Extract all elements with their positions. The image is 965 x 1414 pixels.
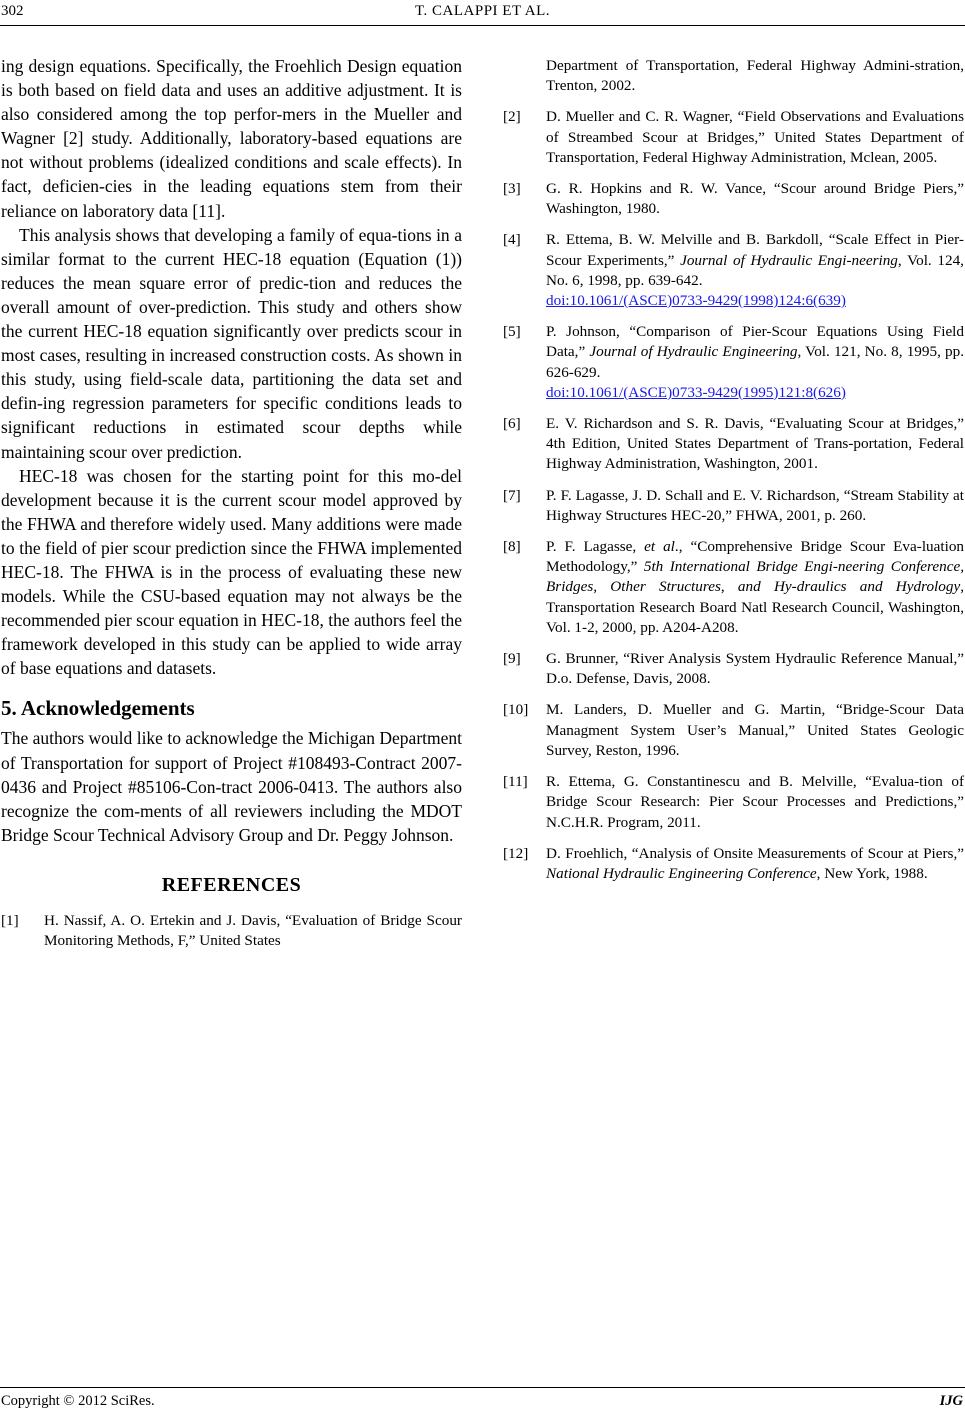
conference-name: National Hydraulic Engineering Conference (546, 864, 817, 882)
reference-item (503, 230, 964, 311)
reference-item (503, 844, 964, 884)
reference-item (503, 772, 964, 833)
reference-text: ., “Comprehensive Bridge Scour Eva-luation Methodology,” (546, 538, 965, 576)
body-paragraph: ing design equations. Specifically, the Froehlich Design equation is both based on field data and uses an additive adjustment. It is also considered among the top perfor-mers in the Mueller and Wagner [2] study. Additionally, laboratory-based equations are not without problems (idealized conditions and scale effects). In fact, deficien-cies in the leading equations stem from their reliance on laboratory data [11]. (1, 56, 462, 221)
reference-text: D. Mueller and C. R. Wagner, “Field Observations and Evaluations of Streambed Scour at Bridges,” United States Department of Transportation, Federal Highway Administration, Mclean, 2005. (546, 108, 964, 166)
reference-number: [8] (503, 538, 521, 556)
acknowledgements-text: The authors would like to acknowledge the Michigan Department of Transportation for support of Project #108493-Contract 2007-0436 and Project #85106-Con-tract 2006-0413. The authors also recognize the com-ments of all reviewers including the MDOT Bridge Scour Technical Advisory Group and Dr. Peggy Johnson. (1, 728, 462, 845)
reference-text: , Vol. 121, No. 8, 1995, pp. 626-629. (546, 343, 965, 381)
running-head: T. CALAPPI ET AL. (414, 3, 551, 19)
reference-item (503, 537, 964, 638)
reference-item (503, 322, 964, 403)
reference-item (503, 700, 964, 761)
reference-item (503, 486, 964, 526)
reference-number: [2] (503, 108, 521, 126)
page-number: 302 (1, 3, 24, 19)
reference-number: [7] (503, 486, 521, 504)
reference-text: Department of Transportation, Federal Highway Admini-stration, Trenton, 2002. (546, 57, 964, 95)
reference-text: , Transportation Research Board Natl Research Council, Washington, Vol. 1-2, 2000, pp. A204-A208. (546, 578, 964, 636)
reference-number: [6] (503, 415, 521, 433)
reference-item (503, 179, 964, 219)
et-al: et al (644, 538, 675, 556)
reference-number: [4] (503, 231, 521, 249)
reference-number: [11] (503, 773, 528, 791)
doi-link[interactable]: doi:10.1061/(ASCE)0733-9429(1995)121:8(626) (546, 383, 846, 401)
page-header (0, 3, 965, 25)
left-column (1, 54, 462, 962)
copyright-notice: Copyright © 2012 SciRes. (1, 1393, 155, 1409)
reference-item (503, 414, 964, 475)
header-rule (0, 25, 965, 26)
reference-text: R. Ettema, G. Constantinescu and B. Melville, “Evalua-tion of Bridge Scour Research: Pier Scour Processes and Predictions,” N.C.H.R. Program, 2011. (546, 773, 964, 831)
reference-text: R. Ettema, B. W. Melville and B. Barkdoll, “Scale Effect in Pier-Scour Experiments,” (546, 231, 964, 269)
reference-text: D. Froehlich, “Analysis of Onsite Measurements of Scour at Piers,” (546, 844, 964, 862)
reference-text: P. F. Lagasse, (546, 538, 645, 556)
reference-item (1, 911, 462, 951)
reference-text: P. F. Lagasse, J. D. Schall and E. V. Richardson, “Stream Stability at Highway Structures HEC-20,” FHWA, 2001, p. 260. (546, 486, 964, 524)
conference-name: 5th International Bridge Engi-neering Conference, Bridges, Other Structures, and Hy-draulics and Hydrology (546, 558, 964, 596)
references-heading: REFERENCES (161, 873, 302, 896)
reference-text: , Vol. 124, No. 6, 1998, pp. 639-642. (546, 251, 964, 289)
reference-text: P. Johnson, “Comparison of Pier-Scour Equations Using Field Data,” (546, 323, 964, 361)
reference-text: H. Nassif, A. O. Ertekin and J. Davis, “Evaluation of Bridge Scour Monitoring Methods, F,” United States (44, 911, 462, 950)
reference-item (503, 649, 964, 689)
reference-number: [5] (503, 323, 521, 341)
journal-abbreviation: IJG (939, 1393, 963, 1409)
reference-number: [1] (1, 911, 19, 929)
journal-name: Journal of Hydraulic Engi-neering (680, 251, 898, 269)
reference-continuation (503, 56, 964, 96)
reference-number: [10] (503, 701, 529, 719)
journal-name: Journal of Hydraulic Engineering (589, 343, 798, 361)
right-column (503, 54, 964, 895)
reference-number: [12] (503, 844, 529, 862)
reference-text: G. Brunner, “River Analysis System Hydraulic Reference Manual,” D.o. Defense, Davis, 2008. (546, 650, 964, 688)
reference-text: M. Landers, D. Mueller and G. Martin, “Bridge-Scour Data Managment System User’s Manual,” United States Geologic Survey, Reston, 1996. (546, 701, 964, 759)
reference-text: G. R. Hopkins and R. W. Vance, “Scour around Bridge Piers,” Washington, 1980. (546, 180, 964, 218)
reference-item (503, 107, 964, 168)
footer-rule (0, 1387, 965, 1388)
reference-number: [3] (503, 180, 521, 198)
body-paragraph: This analysis shows that developing a family of equa-tions in a similar format to the current HEC-18 equation (Equation (1)) reduces the mean square error of predic-tion and reduces the overall amount of over-prediction. This study and others show the current HEC-18 equation significantly over predicts scour in most cases, resulting in increased construction costs. As shown in this study, using field-scale data, partitioning the data set and defin-ing regression parameters for specific conditions leads to significant reductions in estimated scour depths while maintaining scour over prediction. (1, 224, 462, 462)
reference-text: E. V. Richardson and S. R. Davis, “Evaluating Scour at Bridges,” 4th Edition, United States Department of Trans-portation, Federal Highway Administration, Washington, 2001. (546, 415, 964, 473)
section-heading-acknowledgements: 5. Acknowledgements (1, 696, 195, 721)
doi-link[interactable]: doi:10.1061/(ASCE)0733-9429(1998)124:6(639) (546, 292, 846, 310)
reference-text: , New York, 1988. (816, 864, 928, 882)
reference-number: [9] (503, 650, 521, 668)
body-paragraph: HEC-18 was chosen for the starting point for this mo-del development because it is the current scour model approved by the FHWA and therefore widely used. Many additions were made to the field of pier scour prediction since the FHWA implemented HEC-18. The FHWA is in the process of evaluating these new models. While the CSU-based equation may not always be the recommended pier scour equation in HEC-18, the authors feel the framework developed in this study can be applied to wide array of base equations and datasets. (1, 465, 462, 679)
